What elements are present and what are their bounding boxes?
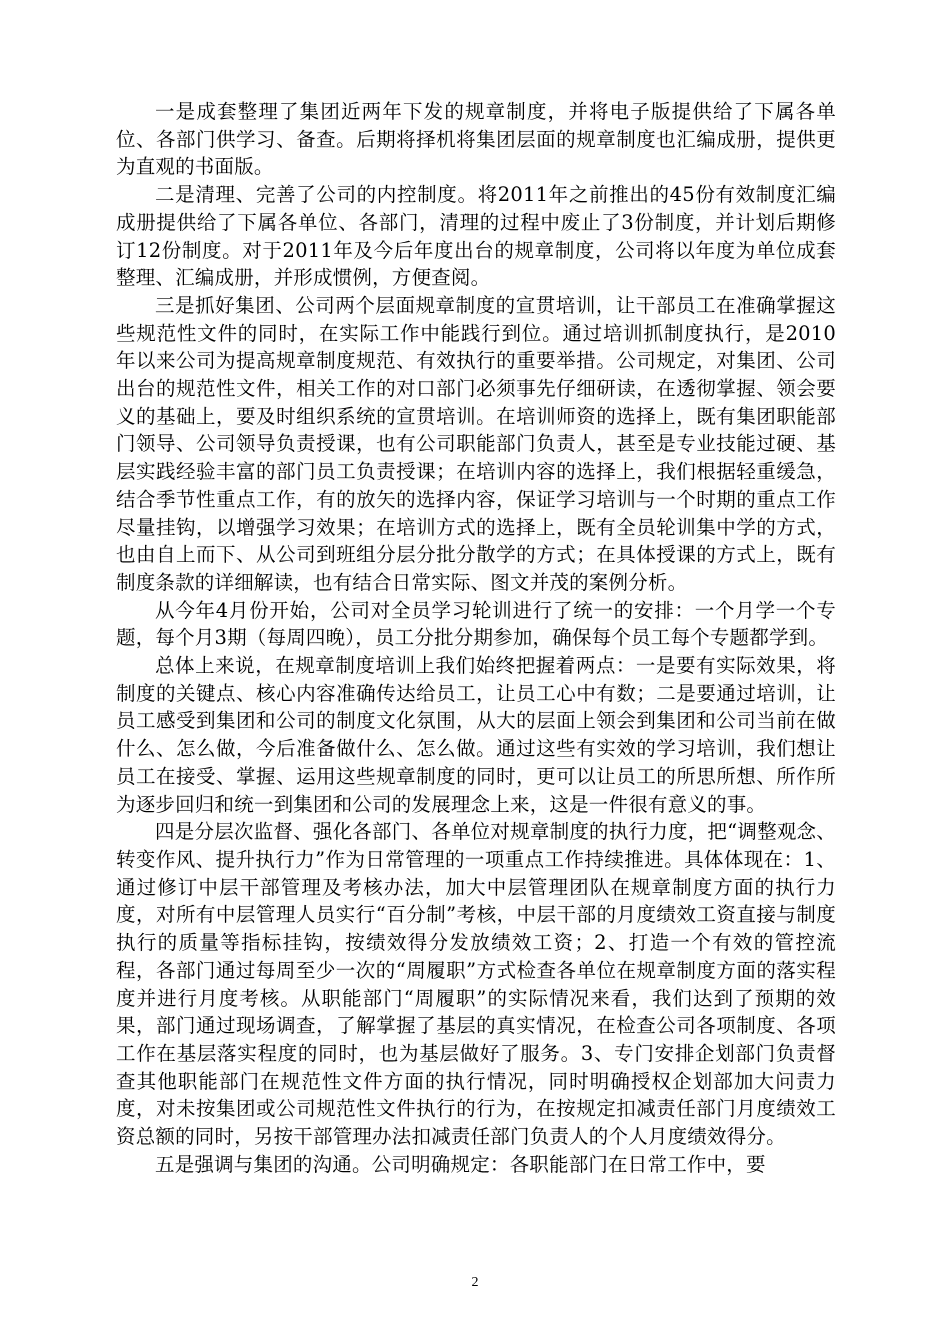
paragraph-7: 五是强调与集团的沟通。公司明确规定：各职能部门在日常工作中，要 — [155, 1152, 766, 1176]
paragraph-3: 三是抓好集团、公司两个层面规章制度的宣贯培训，让干部员工在准确掌握这些规范性文件的同时，在实际工作中能践行到位。通过培训抓制度执行，是2010年以来公司为提高规章制度规范、有效执行的重要举措。公司规定，对集团、公司出台的规范性文件，相关工作的对口部门必须事先仔细研读，在透彻掌握、领会要义的基础上，要及时组织系统的宣贯培训。在培训师资的选择上，既有集团职能部门领导、公司领导负责授课，也有公司职能部门负责人，甚至是专业技能过硬、基层实践经验丰富的部门员工负责授课；在培训内容的选择上，我们根据轻重缓急，结合季节性重点工作，有的放矢的选择内容，保证学习培训与一个时期的重点工作尽量挂钩，以增强学习效果；在培训方式的选择上，既有全员轮训集中学的方式，也由自上而下、从公司到班组分层分批分散学的方式；在具体授课的方式上，既有制度条款的详细解读，也有结合日常实际、图文并茂的案例分析。 — [116, 293, 836, 594]
paragraph-1: 一是成套整理了集团近两年下发的规章制度，并将电子版提供给了下属各单位、各部门供学习、备查。后期将择机将集团层面的规章制度也汇编成册，提供更为直观的书面版。 — [116, 100, 836, 179]
paragraph-4: 从今年4月份开始，公司对全员学习轮训进行了统一的安排：一个月学一个专题，每个月3期（每周四晚），员工分批分期参加，确保每个员工每个专题都学到。 — [116, 598, 836, 650]
paragraph-5: 总体上来说，在规章制度培训上我们始终把握着两点：一是要有实际效果，将制度的关键点、核心内容准确传达给员工，让员工心中有数；二是要通过培训，让员工感受到集团和公司的制度文化氛围，从大的层面上领会到集团和公司当前在做什么、怎么做，今后准备做什么、怎么做。通过这些有实效的学习培训，我们想让员工在接受、掌握、运用这些规章制度的同时，更可以让员工的所思所想、所作所为逐步回归和统一到集团和公司的发展理念上来，这是一件很有意义的事。 — [116, 654, 836, 816]
page-number: 2 — [471, 1275, 479, 1290]
paragraph-2: 二是清理、完善了公司的内控制度。将2011年之前推出的45份有效制度汇编成册提供给了下属各单位、各部门，清理的过程中废止了3份制度，并计划后期修订12份制度。对于2011年及今后年度出台的规章制度，公司将以年度为单位成套整理、汇编成册，并形成惯例，方便查阅。 — [116, 183, 836, 290]
document-body — [116, 98, 836, 1178]
paragraph-6: 四是分层次监督、强化各部门、各单位对规章制度的执行力度，把“调整观念、转变作风、提升执行力”作为日常管理的一项重点工作持续推进。具体体现在：1、通过修订中层干部管理及考核办法，加大中层管理团队在规章制度方面的执行力度，对所有中层管理人员实行“百分制”考核，中层干部的月度绩效工资直接与制度执行的质量等指标挂钩，按绩效得分发放绩效工资；2、打造一个有效的管控流程，各部门通过每周至少一次的“周履职”方式检查各单位在规章制度方面的落实程度并进行月度考核。从职能部门“周履职”的实际情况来看，我们达到了预期的效果，部门通过现场调查，了解掌握了基层的真实情况，在检查公司各项制度、各项工作在基层落实程度的同时，也为基层做好了服务。3、专门安排企划部门负责督查其他职能部门在规范性文件方面的执行情况，同时明确授权企划部加大问责力度，对未按集团或公司规范性文件执行的行为，在按规定扣减责任部门月度绩效工资总额的同时，另按干部管理办法扣减责任部门负责人的个人月度绩效得分。 — [116, 820, 836, 1149]
